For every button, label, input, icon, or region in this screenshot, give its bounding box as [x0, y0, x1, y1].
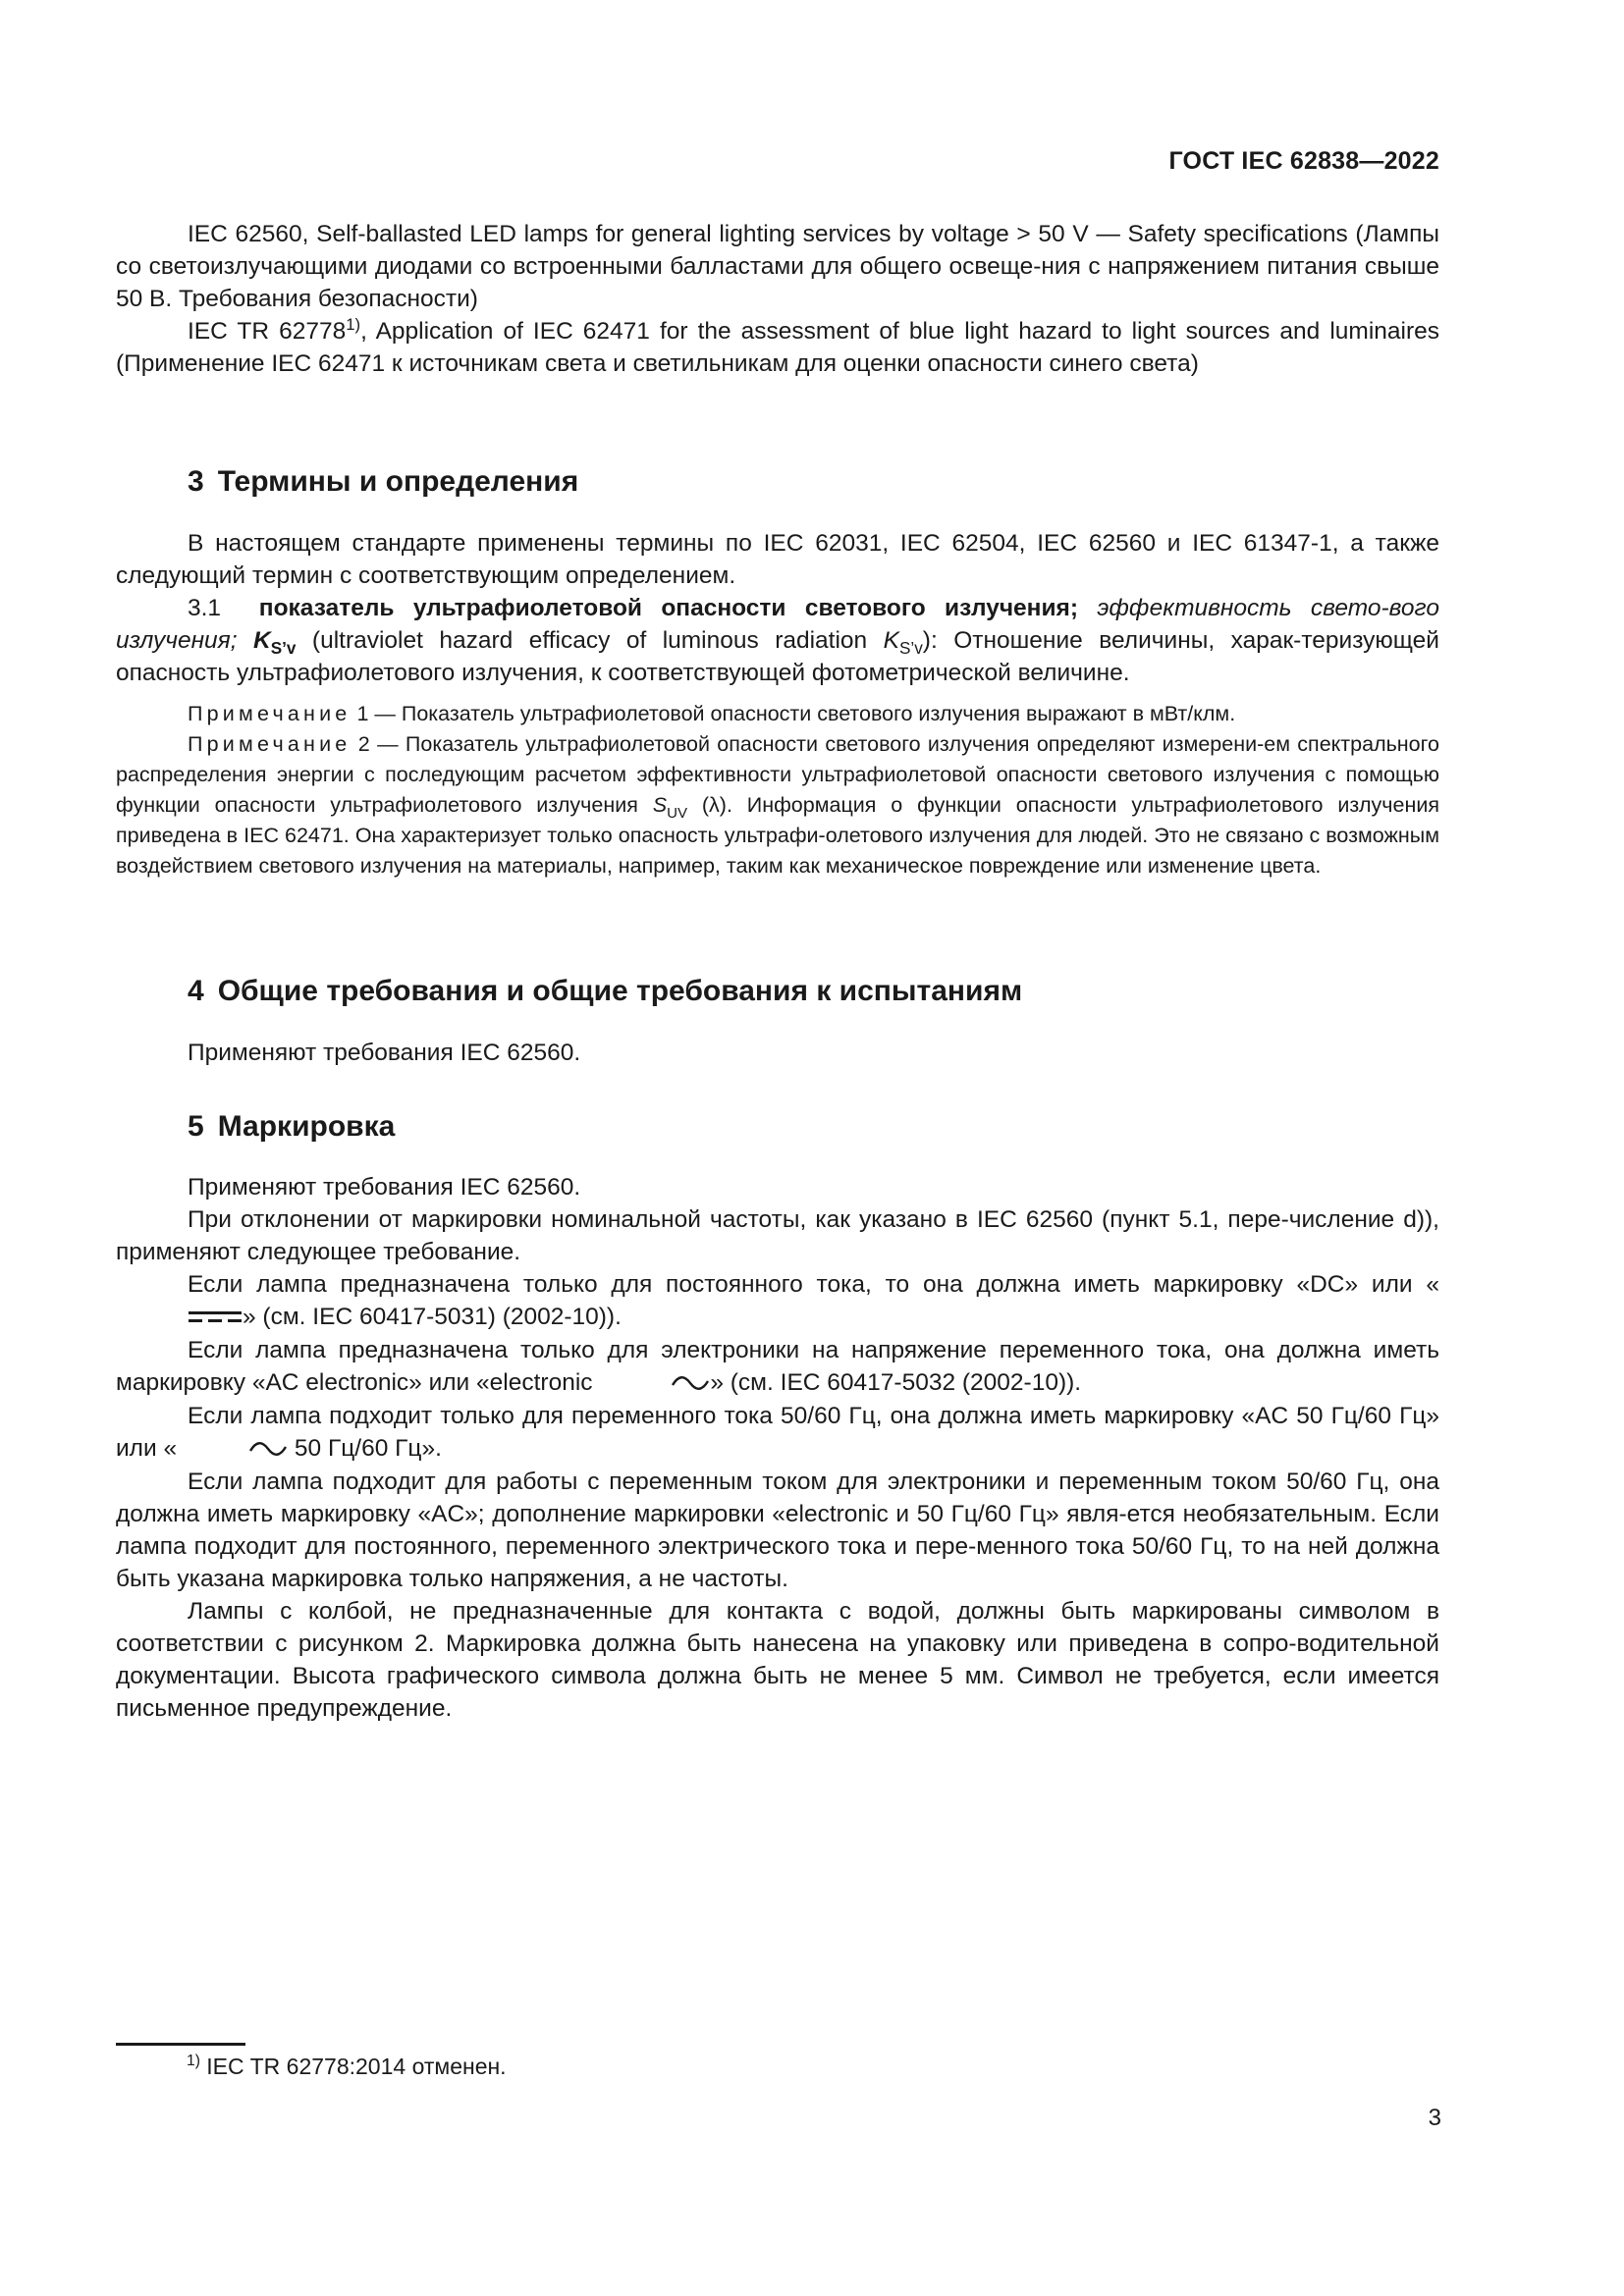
footnote-ref[interactable]: 1): [346, 315, 361, 334]
section-3-body: [116, 527, 1439, 689]
section-4-text: Применяют требования IEC 62560.: [188, 1040, 581, 1066]
section-5-body: [116, 1171, 1439, 1725]
section-5-p3: Если лампа предназначена только для постоянного тока, то она должна иметь маркировку «DC» или «» (см. IEC 60417-5031) (2002-10)).: [116, 1268, 1439, 1334]
ac-sine-symbol-icon: [177, 1433, 288, 1466]
section-5-p2: При отклонении от маркировки номинальной частоты, как указано в IEC 62560 (пункт 5.1, пере-числение d)), применяют следующее требование.: [116, 1206, 1439, 1265]
section-5-p1: Применяют требования IEC 62560.: [188, 1174, 581, 1201]
references-block: [116, 218, 1439, 380]
section-4-heading: 4 Общие требования и общие требования к испытаниям: [188, 975, 1023, 1007]
dc-symbol-icon: [116, 1302, 243, 1334]
section-5-p5: Если лампа подходит только для переменного тока 50/60 Гц, она должна иметь маркировку «AC 50 Гц/60 Гц» или « 50 Гц/60 Гц».: [116, 1400, 1439, 1466]
notes-block: [116, 699, 1439, 881]
footnote: $^{1)}$ IEC TR 62778:2014 отменен.: [187, 2053, 507, 2079]
reference-iec-tr-62778: IEC TR 62778$^{1)}$, Application of IEC 62471 for the assessment of blue light hazard to light sources and luminaires (Применение IEC 62471 к источникам света и светильникам для оценки опасности синего света): [116, 315, 1439, 377]
section-4-body: [116, 1037, 1439, 1069]
ac-sine-symbol-icon: [599, 1367, 710, 1400]
footnote-divider: [116, 2043, 245, 2046]
section-3-heading: 3 Термины и определения: [188, 465, 579, 498]
reference-iec-62560: IEC 62560, Self-ballasted LED lamps for general lighting services by voltage > 50 V — Safety specifications (Лампы со светоизлучающими диодами со встроенными балластами для общего освеще-ния с напряжением питания свыше 50 В. Требования безопасности): [116, 221, 1439, 312]
section-3-intro: В настоящем стандарте применены термины по IEC 62031, IEC 62504, IEC 62560 и IEC 61347-1, а также следующий термин с соответствующим определением.: [116, 530, 1439, 589]
section-5-p7: Лампы с колбой, не предназначенные для контакта с водой, должны быть маркированы символом в соответствии с рисунком 2. Маркировка должна быть нанесена на упаковку или приведена в сопро-водительной документации. Высота графического символа должна быть не менее 5 мм. Символ не требуется, если имеется письменное предупреждение.: [116, 1598, 1439, 1723]
note-2: Примечание 2 — Показатель ультрафиолетовой опасности светового излучения определяют измерени-ем спектрального распределения энергии с последующим расчетом эффективности ультрафиолетовой опасности светового излучения с помощью функции опасности ультрафиолетового излучения $S_{UV}$ (λ). Информация о функции опасности ультрафиолетового излучения приведена в IEC 62471. Она характеризует только опасность ультрафи-олетового излучения для людей. Это не связано с возможным воздействием светового излучения на материалы, например, таким как механическое повреждение или изменение цвета.: [116, 732, 1439, 878]
term-3-1: 3.1 показатель ультрафиолетовой опасности светового излучения; эффективность свето-вого излучения; $K_{S’v}$ (ultraviolet hazard efficacy of luminous radiation $K_{S’v}$): Отношение величины, харак-теризующей опасность ультрафиолетового излучения, к соответствующей фотометрической величине.: [116, 595, 1439, 686]
page-number: 3: [1428, 2105, 1441, 2131]
section-5-heading: 5 Маркировка: [188, 1110, 396, 1143]
section-5-p4: Если лампа предназначена только для электроники на напряжение переменного тока, она должна иметь маркировку «AC electronic» или «electronic » (см. IEC 60417-5032 (2002-10)).: [116, 1334, 1439, 1400]
section-5-p6: Если лампа подходит для работы с переменным током для электроники и переменным током 50/60 Гц, она должна иметь маркировку «AC»; дополнение маркировки «electronic и 50 Гц/60 Гц» явля-ется необязательным. Если лампа подходит для постоянного, переменного электрического тока и пере-менного тока 50/60 Гц, то на ней должна быть указана маркировка только напряжения, а не частоты.: [116, 1468, 1439, 1593]
note-1: Примечание 1 — Показатель ультрафиолетовой опасности светового излучения выражают в мВт/клм.: [188, 702, 1236, 725]
document-code-header: ГОСТ IEC 62838—2022: [1168, 147, 1439, 175]
